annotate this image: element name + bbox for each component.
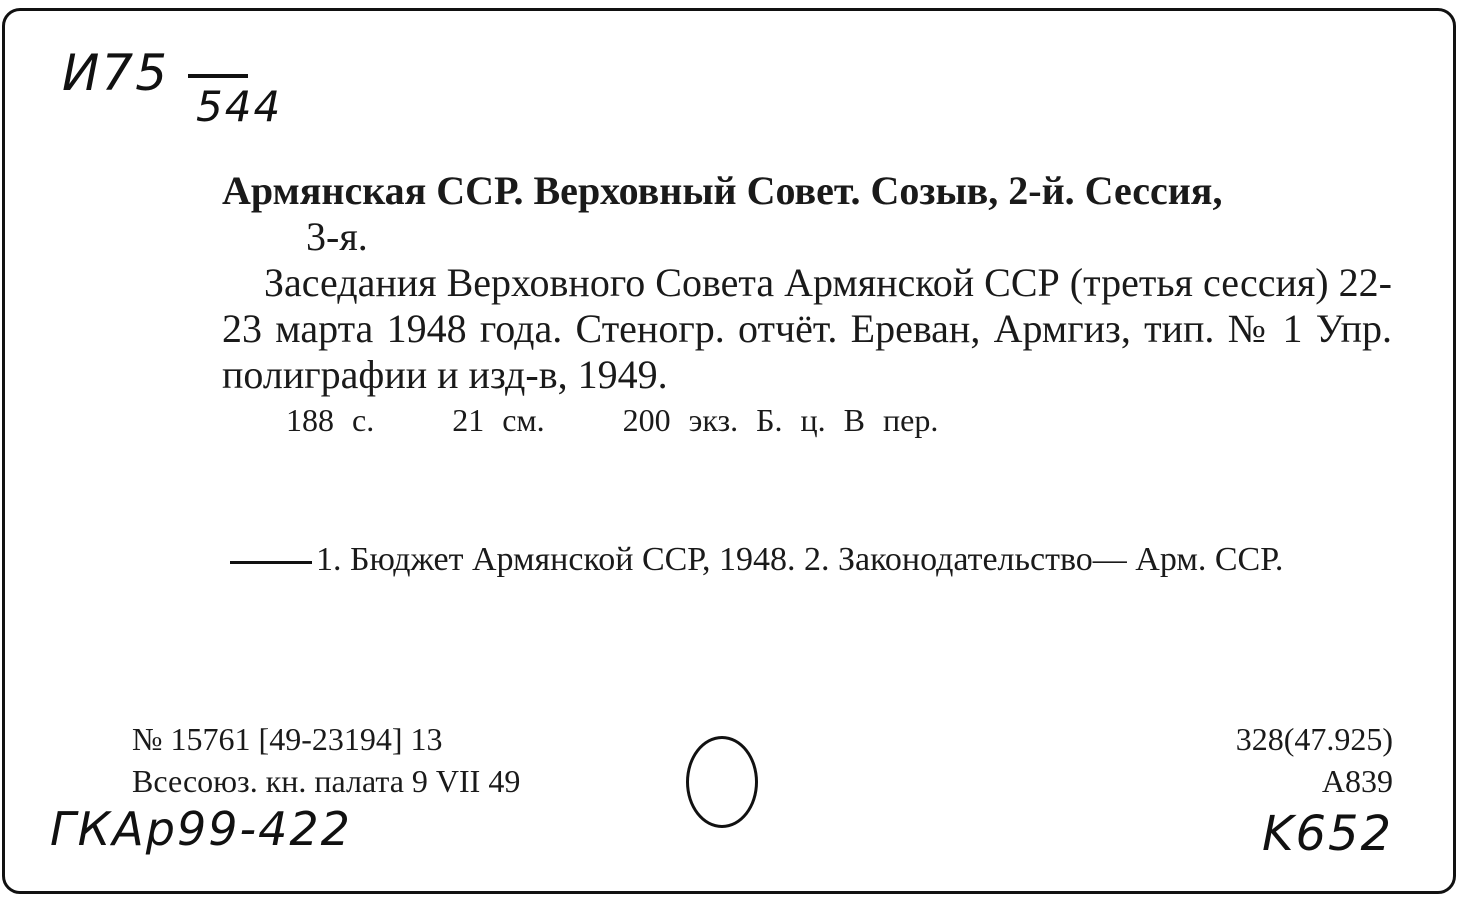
handwritten-shelf-mark: K652 <box>1262 806 1394 862</box>
copies: 200 экз. Б. ц. В пер. <box>622 402 939 438</box>
registration-block <box>132 718 520 802</box>
entry-heading: Армянская ССР. Верховный Совет. Созыв, 2-й. Сессия, <box>222 168 1223 213</box>
chamber-date: Всесоюз. кн. палата 9 VII 49 <box>132 763 521 799</box>
title-text: Заседания Верховного Совета Армянской ССР (третья сессия) 22-23 марта 1948 года. Стеногр. отчёт. Ереван, Армгиз, тип. № 1 Упр. полиграфии и изд-в, 1949. <box>222 260 1392 397</box>
pages: 188 с. <box>286 402 375 438</box>
author-mark: А839 <box>1321 763 1393 799</box>
handwritten-call-number: И75 <box>62 44 170 102</box>
registration-number: № 15761 [49-23194] 13 <box>132 721 443 757</box>
classification-block <box>1236 718 1393 802</box>
subject-text: 1. Бюджет Армянской ССР, 1948. 2. Законодательство— Арм. ССР. <box>316 541 1284 578</box>
handwritten-call-number-fraction: 544 <box>196 82 283 131</box>
subject-headings <box>230 538 1390 582</box>
udc-code: 328(47.925) <box>1235 721 1393 757</box>
circle-mark <box>686 736 758 828</box>
size: 21 см. <box>452 402 545 438</box>
dash-mark <box>230 561 312 564</box>
physical-description <box>286 402 938 439</box>
entry-title-paragraph <box>222 260 1392 398</box>
entry-heading-continuation: 3-я. <box>306 214 368 259</box>
fraction-line <box>188 74 248 78</box>
handwritten-inventory-number: ГКАр99-422 <box>50 802 352 856</box>
